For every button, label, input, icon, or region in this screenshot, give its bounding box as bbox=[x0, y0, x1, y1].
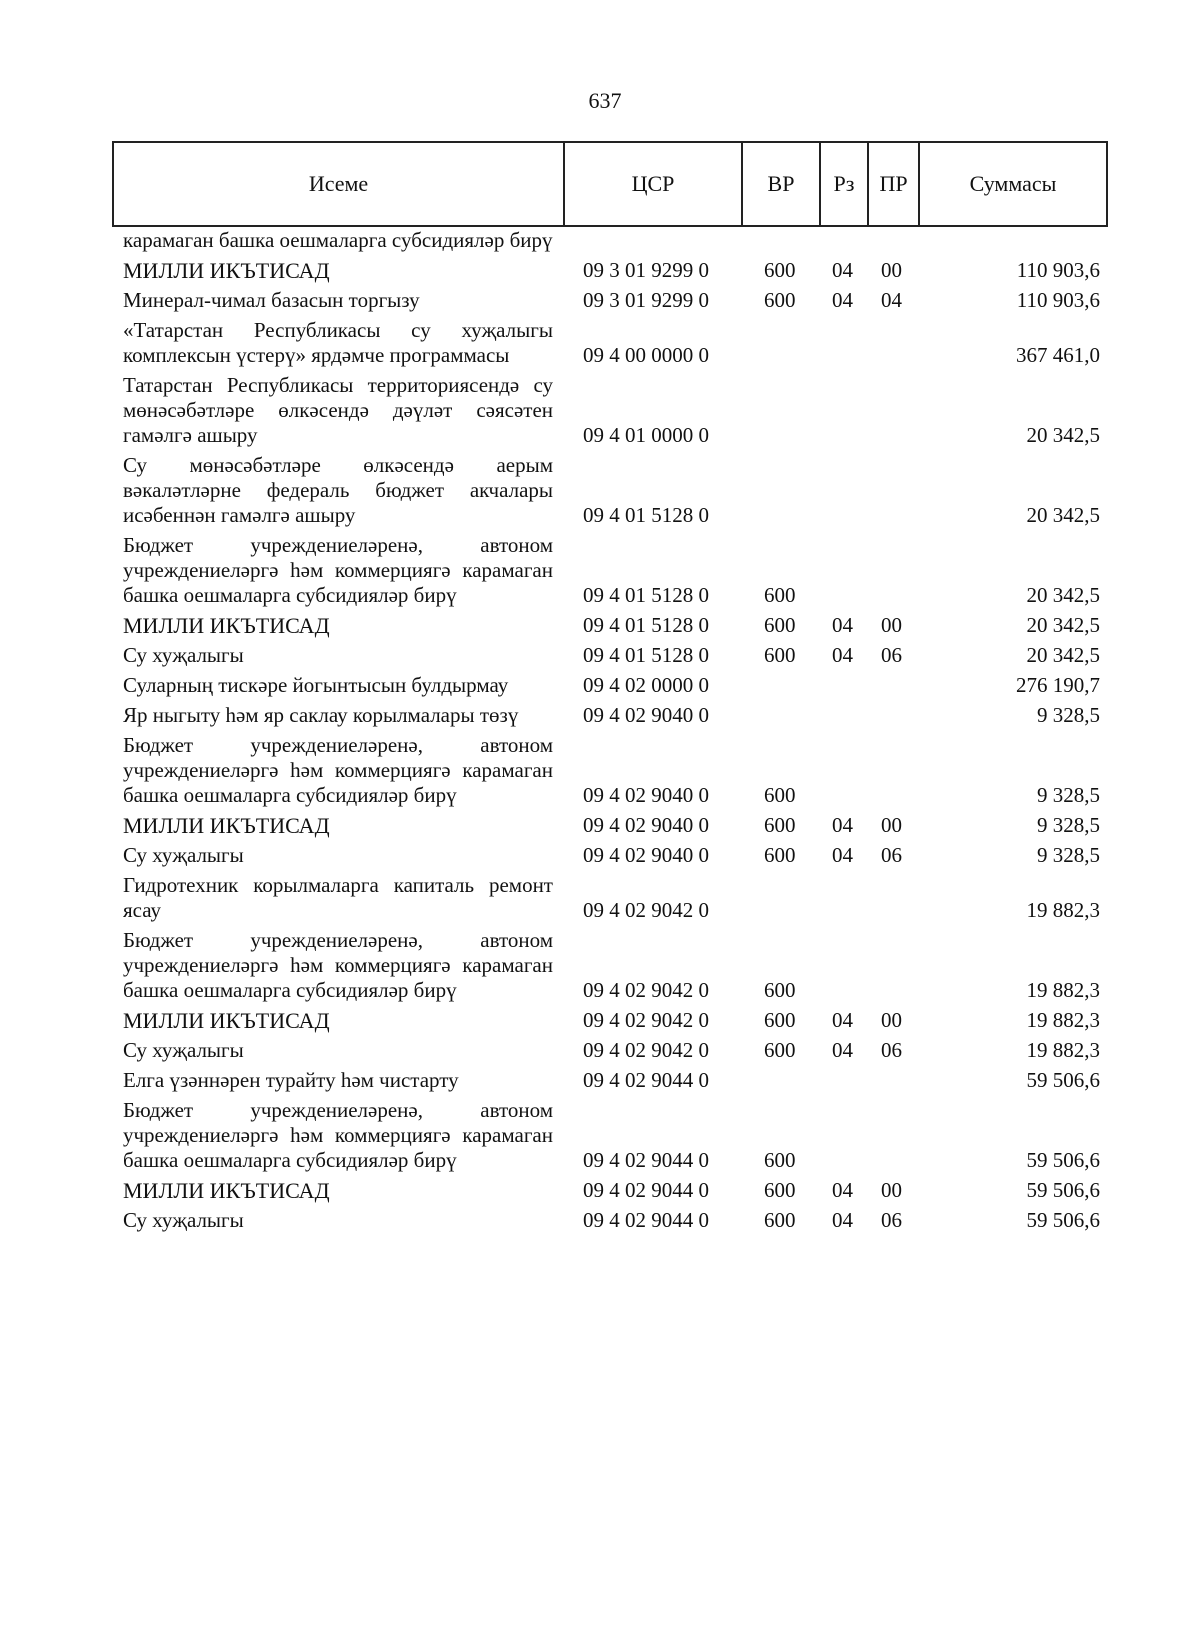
row-csr: 09 3 01 9299 0 bbox=[583, 258, 709, 282]
row-rz: 04 bbox=[832, 1208, 853, 1232]
header-csr: ЦСР bbox=[565, 143, 743, 225]
row-name: Бюджет учреждениеләренә, автоном учреждениеләргә һәм коммерциягә карамаган башка оешмаларга субсидияләр бирү bbox=[123, 733, 553, 807]
header-name: Исеме bbox=[114, 143, 565, 225]
row-sum: 59 506,6 bbox=[1026, 1208, 1100, 1232]
row-vr: 600 bbox=[764, 643, 796, 667]
row-csr: 09 4 02 9042 0 bbox=[583, 1038, 709, 1062]
row-sum: 19 882,3 bbox=[1026, 898, 1100, 922]
row-csr: 09 4 02 9044 0 bbox=[583, 1208, 709, 1232]
row-csr: 09 4 02 9040 0 bbox=[583, 843, 709, 867]
row-csr: 09 4 02 9040 0 bbox=[583, 813, 709, 837]
row-pr: 06 bbox=[881, 1038, 902, 1062]
table-row bbox=[0, 1038, 1200, 1063]
row-csr: 09 3 01 9299 0 bbox=[583, 288, 709, 312]
row-name: МИЛЛИ ИКЪТИСАД bbox=[123, 1008, 330, 1033]
table-row bbox=[0, 288, 1200, 313]
row-vr: 600 bbox=[764, 978, 796, 1002]
row-sum: 19 882,3 bbox=[1026, 1008, 1100, 1032]
row-rz: 04 bbox=[832, 813, 853, 837]
table-row bbox=[0, 1068, 1200, 1093]
row-sum: 20 342,5 bbox=[1026, 503, 1100, 527]
row-sum: 367 461,0 bbox=[1016, 343, 1100, 367]
table-row bbox=[0, 928, 1200, 1003]
row-name: Суларның тискәре йогынтысын булдырмау bbox=[123, 673, 509, 697]
row-sum: 9 328,5 bbox=[1037, 783, 1100, 807]
row-sum: 19 882,3 bbox=[1026, 978, 1100, 1002]
row-vr: 600 bbox=[764, 1208, 796, 1232]
row-name: Су хуҗалыгы bbox=[123, 1208, 244, 1232]
row-name: Су мөнәсәбәтләре өлкәсендә аерым вәкаләтләрне федераль бюджет акчалары исәбеннән гамәлгә ашыру bbox=[123, 453, 553, 527]
row-rz: 04 bbox=[832, 843, 853, 867]
row-rz: 04 bbox=[832, 1008, 853, 1032]
table-row bbox=[0, 1098, 1200, 1173]
row-pr: 00 bbox=[881, 258, 902, 282]
row-csr: 09 4 02 9040 0 bbox=[583, 783, 709, 807]
row-pr: 00 bbox=[881, 613, 902, 637]
row-csr: 09 4 01 0000 0 bbox=[583, 423, 709, 447]
row-name: «Татарстан Республикасы су хуҗалыгы комплексын үстерү» ярдәмче программасы bbox=[123, 318, 553, 367]
row-name: Бюджет учреждениеләренә, автоном учреждениеләргә һәм коммерциягә карамаган башка оешмаларга субсидияләр бирү bbox=[123, 533, 553, 607]
table-row bbox=[0, 1008, 1200, 1033]
row-name: МИЛЛИ ИКЪТИСАД bbox=[123, 1178, 330, 1203]
row-vr: 600 bbox=[764, 1008, 796, 1032]
row-name: Елга үзәннәрен турайту һәм чистарту bbox=[123, 1068, 459, 1092]
row-vr: 600 bbox=[764, 1178, 796, 1202]
row-vr: 600 bbox=[764, 1038, 796, 1062]
table-row bbox=[0, 873, 1200, 923]
table-row bbox=[0, 228, 1200, 253]
row-sum: 9 328,5 bbox=[1037, 813, 1100, 837]
table-row bbox=[0, 643, 1200, 668]
row-vr: 600 bbox=[764, 843, 796, 867]
row-name: МИЛЛИ ИКЪТИСАД bbox=[123, 813, 330, 838]
row-csr: 09 4 02 0000 0 bbox=[583, 673, 709, 697]
row-pr: 04 bbox=[881, 288, 902, 312]
table-row bbox=[0, 318, 1200, 368]
row-name: Минерал-чимал базасын торгызу bbox=[123, 288, 420, 312]
row-sum: 276 190,7 bbox=[1016, 673, 1100, 697]
row-csr: 09 4 01 5128 0 bbox=[583, 643, 709, 667]
row-sum: 59 506,6 bbox=[1026, 1148, 1100, 1172]
row-csr: 09 4 01 5128 0 bbox=[583, 583, 709, 607]
row-csr: 09 4 01 5128 0 bbox=[583, 613, 709, 637]
row-sum: 59 506,6 bbox=[1026, 1178, 1100, 1202]
row-name: Гидротехник корылмаларга капиталь ремонт ясау bbox=[123, 873, 553, 922]
row-csr: 09 4 01 5128 0 bbox=[583, 503, 709, 527]
row-rz: 04 bbox=[832, 1178, 853, 1202]
row-vr: 600 bbox=[764, 583, 796, 607]
header-rz: Рз bbox=[821, 143, 869, 225]
row-pr: 06 bbox=[881, 643, 902, 667]
table-row bbox=[0, 533, 1200, 608]
row-name: Яр ныгыту һәм яр саклау корылмалары төзү bbox=[123, 703, 519, 727]
row-csr: 09 4 02 9040 0 bbox=[583, 703, 709, 727]
row-sum: 20 342,5 bbox=[1026, 583, 1100, 607]
row-pr: 00 bbox=[881, 1008, 902, 1032]
row-pr: 00 bbox=[881, 813, 902, 837]
row-sum: 20 342,5 bbox=[1026, 643, 1100, 667]
table-row bbox=[0, 1178, 1200, 1203]
table-row bbox=[0, 453, 1200, 528]
row-csr: 09 4 02 9042 0 bbox=[583, 978, 709, 1002]
table-row bbox=[0, 843, 1200, 868]
header-pr: ПР bbox=[869, 143, 920, 225]
header-sum: Суммасы bbox=[969, 171, 1057, 196]
row-pr: 00 bbox=[881, 1178, 902, 1202]
table-row bbox=[0, 1208, 1200, 1233]
row-name: Су хуҗалыгы bbox=[123, 643, 244, 667]
row-name: Су хуҗалыгы bbox=[123, 1038, 244, 1062]
row-sum: 59 506,6 bbox=[1026, 1068, 1100, 1092]
table-row bbox=[0, 673, 1200, 698]
row-csr: 09 4 02 9042 0 bbox=[583, 898, 709, 922]
table-row bbox=[0, 373, 1200, 448]
row-csr: 09 4 02 9044 0 bbox=[583, 1068, 709, 1092]
row-name: Бюджет учреждениеләренә, автоном учреждениеләргә һәм коммерциягә карамаган башка оешмаларга субсидияләр бирү bbox=[123, 1098, 553, 1172]
row-name: карамаган башка оешмаларга субсидияләр бирү bbox=[123, 228, 553, 252]
row-rz: 04 bbox=[832, 288, 853, 312]
row-sum: 19 882,3 bbox=[1026, 1038, 1100, 1062]
row-csr: 09 4 02 9044 0 bbox=[583, 1148, 709, 1172]
row-vr: 600 bbox=[764, 288, 796, 312]
row-sum: 20 342,5 bbox=[1026, 613, 1100, 637]
table-row bbox=[0, 703, 1200, 728]
table-row bbox=[0, 258, 1200, 283]
row-rz: 04 bbox=[832, 643, 853, 667]
row-csr: 09 4 00 0000 0 bbox=[583, 343, 709, 367]
row-vr: 600 bbox=[764, 613, 796, 637]
row-vr: 600 bbox=[764, 783, 796, 807]
row-rz: 04 bbox=[832, 258, 853, 282]
row-name: Бюджет учреждениеләренә, автоном учреждениеләргә һәм коммерциягә карамаган башка оешмаларга субсидияләр бирү bbox=[123, 928, 553, 1002]
row-vr: 600 bbox=[764, 813, 796, 837]
table-row bbox=[0, 813, 1200, 838]
row-csr: 09 4 02 9044 0 bbox=[583, 1178, 709, 1202]
row-sum: 9 328,5 bbox=[1037, 843, 1100, 867]
row-name: МИЛЛИ ИКЪТИСАД bbox=[123, 258, 330, 283]
row-sum: 9 328,5 bbox=[1037, 703, 1100, 727]
row-sum: 110 903,6 bbox=[1016, 288, 1100, 312]
row-vr: 600 bbox=[764, 1148, 796, 1172]
table-row bbox=[0, 613, 1200, 638]
row-csr: 09 4 02 9042 0 bbox=[583, 1008, 709, 1032]
row-sum: 110 903,6 bbox=[1016, 258, 1100, 282]
row-pr: 06 bbox=[881, 1208, 902, 1232]
page-number: 637 bbox=[588, 88, 622, 113]
row-vr: 600 bbox=[764, 258, 796, 282]
table-body bbox=[0, 228, 1200, 1233]
row-rz: 04 bbox=[832, 1038, 853, 1062]
row-rz: 04 bbox=[832, 613, 853, 637]
table-row bbox=[0, 733, 1200, 808]
row-name: Татарстан Республикасы территориясендә су мөнәсәбәтләре өлкәсендә дәүләт сәясәтен гамәлгә ашыру bbox=[123, 373, 553, 447]
table-header bbox=[112, 141, 1108, 227]
header-vr: ВР bbox=[743, 143, 821, 225]
row-sum: 20 342,5 bbox=[1026, 423, 1100, 447]
row-name: МИЛЛИ ИКЪТИСАД bbox=[123, 613, 330, 638]
row-name: Су хуҗалыгы bbox=[123, 843, 244, 867]
row-pr: 06 bbox=[881, 843, 902, 867]
